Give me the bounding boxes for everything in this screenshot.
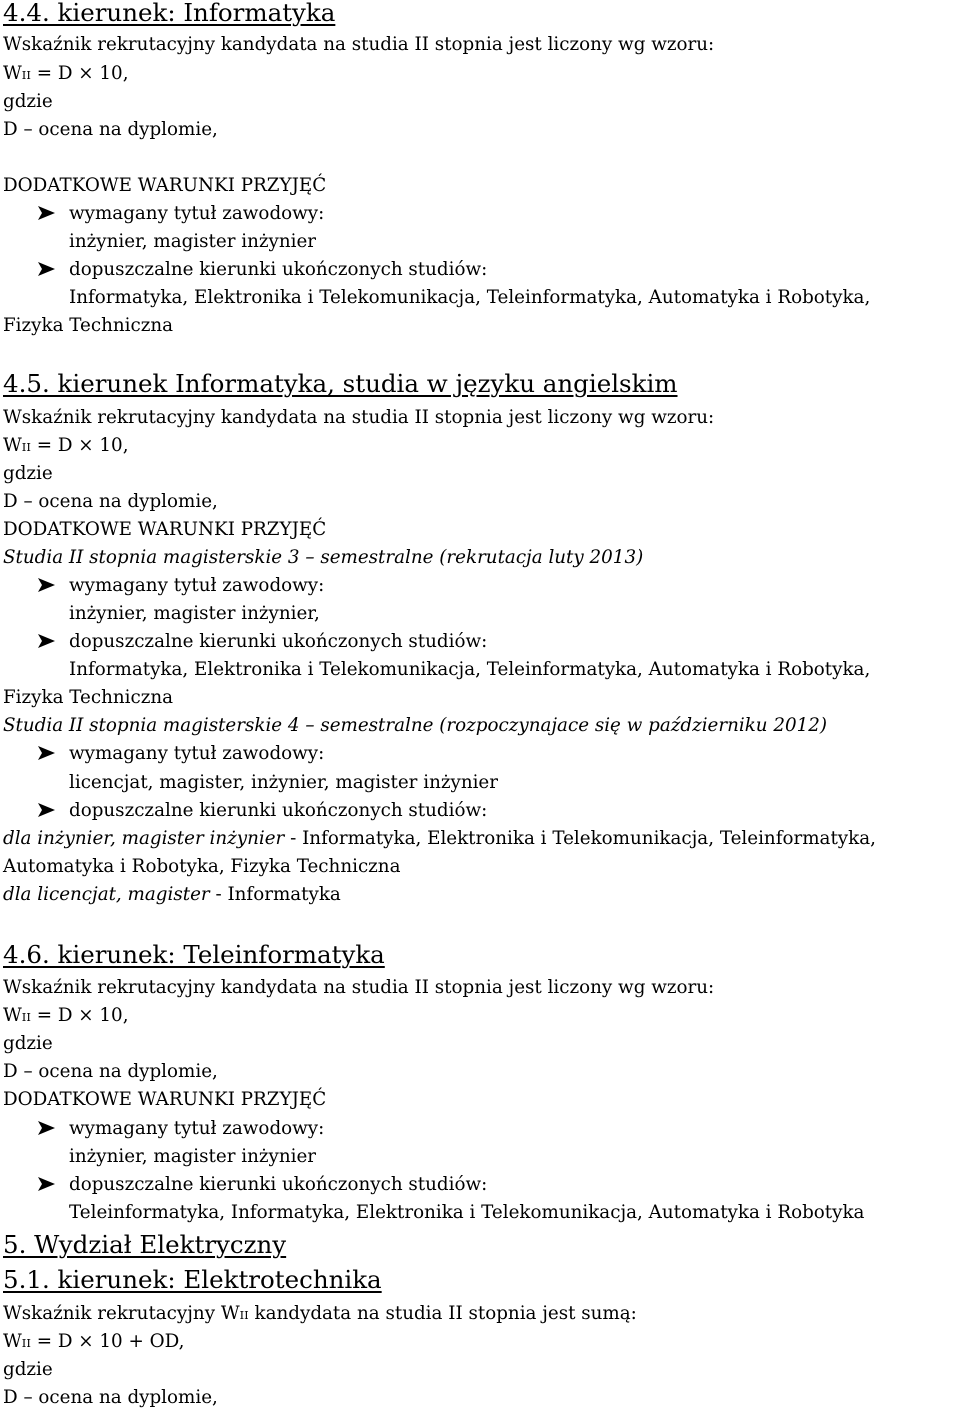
section-4-6-bullet-fields: dopuszczalne kierunki ukończonych studiów: bbox=[38, 1173, 487, 1197]
section-4-4-heading: 4.4. kierunek: Informatyka bbox=[3, 0, 336, 27]
formula-variable: W bbox=[3, 1331, 22, 1352]
arrow-bullet-icon bbox=[38, 1173, 69, 1197]
section-4-4-gdzie: gdzie bbox=[3, 91, 53, 112]
formula-variable: W bbox=[3, 1005, 22, 1026]
formula-expression: = D × 10, bbox=[30, 1005, 129, 1026]
formula-subscript: II bbox=[21, 1336, 31, 1350]
section-4-5-dla-licencjat bbox=[3, 883, 341, 907]
section-4-5-fields-values: Informatyka, Elektronika i Telekomunikacja, Teleinformatyka, Automatyka i Robotyka, bbox=[69, 659, 871, 680]
dla-inzynier-fields: - Informatyka, Elektronika i Telekomunikacja, Teleinformatyka, bbox=[284, 828, 876, 849]
formula-expression: = D × 10, bbox=[30, 435, 129, 456]
section-4-5-bullet-title: wymagany tytuł zawodowy: bbox=[38, 574, 324, 598]
dla-licencjat-fields: - Informatyka bbox=[209, 884, 341, 905]
section-4-5-bullet-fields-2: dopuszczalne kierunki ukończonych studiów: bbox=[38, 799, 487, 823]
section-5-1-formula bbox=[3, 1330, 184, 1355]
arrow-bullet-icon bbox=[38, 574, 69, 598]
formula-variable: W bbox=[220, 1303, 240, 1324]
section-4-5-studia-4sem: Studia II stopnia magisterskie 4 – semestralne (rozpoczynajace się w październiku 2012) bbox=[3, 715, 828, 736]
arrow-bullet-icon bbox=[38, 202, 69, 226]
section-4-4-title-values: inżynier, magister inżynier bbox=[69, 231, 317, 252]
arrow-bullet-icon bbox=[38, 742, 69, 766]
section-4-4-formula bbox=[3, 62, 129, 87]
arrow-bullet-icon bbox=[38, 630, 69, 654]
section-4-5-heading: 4.5. kierunek Informatyka, studia w języku angielskim bbox=[3, 369, 678, 398]
section-4-5-intro: Wskaźnik rekrutacyjny kandydata na studia II stopnia jest liczony wg wzoru: bbox=[3, 407, 715, 428]
section-5-1-intro: Wskaźnik rekrutacyjny WII kandydata na studia II stopnia jest sumą: bbox=[3, 1303, 637, 1324]
dla-inzynier-label: dla inżynier, magister inżynier bbox=[3, 828, 285, 849]
section-4-5-dla-inzynier bbox=[3, 827, 876, 851]
section-4-4-bullet-fields: dopuszczalne kierunki ukończonych studiów: bbox=[38, 258, 487, 282]
formula-expression: = D × 10 + OD, bbox=[30, 1331, 185, 1352]
formula-expression: = D × 10, bbox=[30, 63, 129, 84]
section-4-5-gdzie: gdzie bbox=[3, 463, 53, 484]
section-4-5-formula bbox=[3, 434, 129, 459]
section-4-6-d-definition: D – ocena na dyplomie, bbox=[3, 1061, 218, 1082]
section-5-1-heading: 5.1. kierunek: Elektrotechnika bbox=[3, 1265, 382, 1294]
section-4-4-intro: Wskaźnik rekrutacyjny kandydata na studia II stopnia jest liczony wg wzoru: bbox=[3, 34, 715, 55]
section-4-6-title-values: inżynier, magister inżynier bbox=[69, 1146, 317, 1167]
section-4-5-bullet-title-2: wymagany tytuł zawodowy: bbox=[38, 742, 324, 766]
section-4-5-dla-inzynier-cont: Automatyka i Robotyka, Fizyka Techniczna bbox=[3, 856, 401, 877]
section-4-4-fields-values: Informatyka, Elektronika i Telekomunikacja, Teleinformatyka, Automatyka i Robotyka, bbox=[69, 287, 871, 308]
section-5-heading: 5. Wydział Elektryczny bbox=[3, 1230, 287, 1259]
formula-subscript: II bbox=[21, 440, 31, 454]
section-4-6-gdzie: gdzie bbox=[3, 1033, 53, 1054]
section-4-6-fields-values: Teleinformatyka, Informatyka, Elektronika i Telekomunikacja, Automatyka i Robotyka bbox=[69, 1202, 865, 1223]
section-4-4-fields-values-cont: Fizyka Techniczna bbox=[3, 315, 174, 336]
section-4-6-intro: Wskaźnik rekrutacyjny kandydata na studia II stopnia jest liczony wg wzoru: bbox=[3, 977, 715, 998]
formula-variable: W bbox=[3, 435, 22, 456]
section-4-6-warunki-heading: DODATKOWE WARUNKI PRZYJĘĆ bbox=[3, 1089, 327, 1110]
formula-subscript: II bbox=[21, 1010, 31, 1024]
dla-licencjat-label: dla licencjat, magister bbox=[3, 884, 210, 905]
section-4-4-d-definition: D – ocena na dyplomie, bbox=[3, 119, 218, 140]
section-4-6-heading: 4.6. kierunek: Teleinformatyka bbox=[3, 940, 385, 969]
section-4-4-warunki-heading: DODATKOWE WARUNKI PRZYJĘĆ bbox=[3, 175, 327, 196]
arrow-bullet-icon bbox=[38, 258, 69, 282]
section-4-5-title-values-2: licencjat, magister, inżynier, magister inżynier bbox=[69, 772, 498, 793]
section-5-1-gdzie: gdzie bbox=[3, 1359, 53, 1380]
section-4-5-d-definition: D – ocena na dyplomie, bbox=[3, 491, 218, 512]
arrow-bullet-icon bbox=[38, 1117, 69, 1141]
formula-variable: W bbox=[3, 63, 22, 84]
section-4-5-title-values: inżynier, magister inżynier, bbox=[69, 603, 320, 624]
formula-subscript: II bbox=[21, 68, 31, 82]
section-5-1-d-definition: D – ocena na dyplomie, bbox=[3, 1387, 218, 1408]
section-4-5-fields-values-cont: Fizyka Techniczna bbox=[3, 687, 174, 708]
section-4-5-bullet-fields: dopuszczalne kierunki ukończonych studiów: bbox=[38, 630, 487, 654]
section-4-5-warunki-heading: DODATKOWE WARUNKI PRZYJĘĆ bbox=[3, 519, 327, 540]
section-4-6-bullet-title: wymagany tytuł zawodowy: bbox=[38, 1117, 324, 1141]
formula-subscript: II bbox=[239, 1308, 249, 1322]
arrow-bullet-icon bbox=[38, 799, 69, 823]
section-4-5-studia-3sem: Studia II stopnia magisterskie 3 – semestralne (rekrutacja luty 2013) bbox=[3, 547, 644, 568]
section-4-6-formula bbox=[3, 1004, 129, 1029]
section-4-4-bullet-title: wymagany tytuł zawodowy: bbox=[38, 202, 324, 226]
